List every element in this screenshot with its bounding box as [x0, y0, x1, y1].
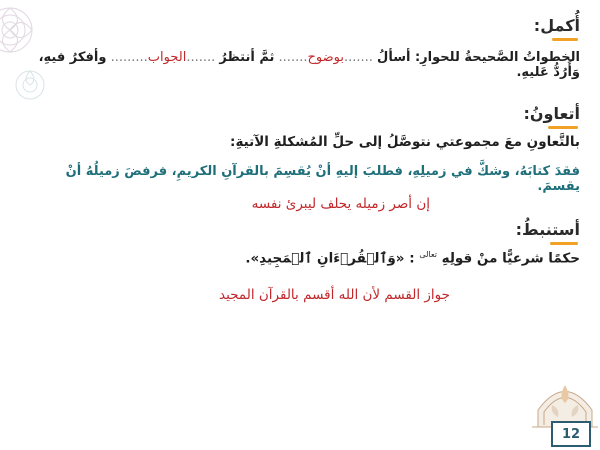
- honorific-label: تعالى: [419, 250, 437, 259]
- heading-cooperate: أتعاونُ:: [523, 104, 580, 123]
- blank-dots: .......: [278, 50, 308, 65]
- problem-statement: فقدَ كتابَهُ، وشكَّ في زميلِهِ، فطلبَ إليهِ أنْ يُقسِمَ بالقرآنِ الكريمِ، فرفضَ زميلُهُ أنْ يقسمَ.: [65, 164, 580, 194]
- cooperate-instruction: بالتَّعاونِ معَ مجموعتي نتوصَّلُ إلى حلِّ المُشكلةِ الآتيةِ:: [230, 134, 580, 150]
- heading-underline: [550, 242, 578, 245]
- quran-verse: : «وَٱلۡقُرۡءَانِ ٱلۡمَجِيدِ».: [245, 250, 415, 267]
- complete-sentence: [20, 50, 580, 80]
- answer-deduce: جواز القسم لأن الله أقسم بالقرآن المجيد: [219, 287, 450, 303]
- page-number: 12: [551, 421, 591, 447]
- blank-dots: .......: [186, 50, 216, 65]
- blank-dots: .........: [110, 50, 148, 65]
- answer-cooperate: إن أصر زميله يحلف ليبرئ نفسه: [251, 196, 430, 212]
- heading-complete: أُكمل:: [533, 16, 580, 35]
- sentence-end: وأفكرُ فيهِ، وَأَرُدُّ عَليهِ.: [38, 50, 580, 80]
- sentence-mid: ثمَّ أنتظرُ: [219, 50, 275, 65]
- sentence-intro: الخطواتُ الصَّحيحةُ للحوارِ: أسألُ: [377, 50, 580, 65]
- blank-answer-1: بوضوح: [307, 50, 344, 65]
- heading-deduce: أستنبطُ:: [515, 220, 580, 239]
- instruction-text: حكمًا شرعيًّا منْ قولِهِ: [441, 250, 580, 267]
- blank-dots: .......: [343, 50, 373, 65]
- blank-answer-2: الجواب: [147, 50, 187, 65]
- deduce-instruction: [20, 250, 580, 267]
- heading-underline: [552, 38, 578, 41]
- heading-underline: [548, 126, 578, 129]
